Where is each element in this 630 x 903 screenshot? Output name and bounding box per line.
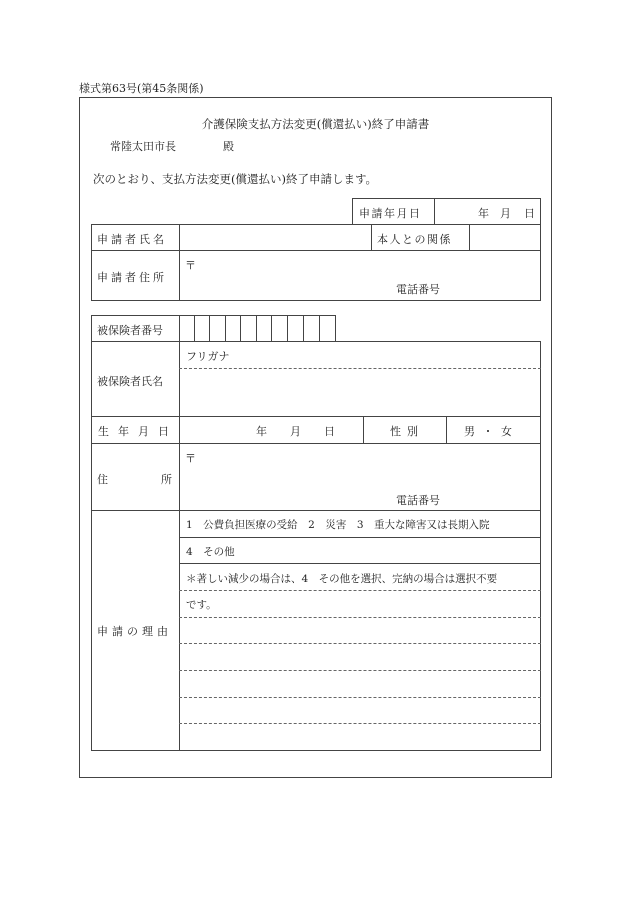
application-date-label: 申請年月日: [359, 207, 422, 220]
reason-options-line2[interactable]: 4 その他: [186, 546, 235, 558]
birth-month: 月: [290, 425, 301, 438]
reason-options-line1[interactable]: 1 公費負担医療の受給 2 災害 3 重大な障害又は長期入院: [186, 519, 490, 531]
birth-date-label: 生年月日: [98, 425, 178, 438]
addressee-name: 常陸太田市長: [110, 140, 176, 153]
insured-number-label: 被保険者番号: [97, 324, 163, 337]
birth-day: 日: [324, 425, 335, 438]
form-number: 様式第63号(第45条関係): [79, 82, 204, 95]
insured-name-field[interactable]: [183, 372, 537, 412]
insured-address-field[interactable]: [200, 448, 535, 484]
reason-note-line2: です。: [186, 599, 217, 611]
applicant-postal-mark: 〒: [185, 259, 196, 272]
applicant-address-label: 申請者住所: [97, 271, 167, 284]
insured-address-label-2: 所: [161, 473, 172, 486]
reason-note-line1: ＊著しい減少の場合は、4 その他を選択、完納の場合は選択不要: [186, 573, 498, 585]
application-year: 年: [478, 207, 489, 220]
reason-detail-field[interactable]: [183, 620, 537, 747]
application-month: 月: [500, 207, 511, 220]
birth-year: 年: [256, 425, 267, 438]
insured-postal-mark: 〒: [185, 452, 196, 465]
furigana-label: フリガナ: [186, 350, 230, 363]
form-title: 介護保険支払方法変更(償還払い)終了申請書: [201, 117, 430, 131]
addressee-honorific: 殿: [223, 140, 234, 153]
insured-address-label-1: 住: [97, 473, 108, 486]
reason-label: 申請の理由: [97, 625, 172, 638]
applicant-address-field[interactable]: [200, 255, 535, 275]
application-day: 日: [524, 207, 535, 220]
relation-field[interactable]: [473, 228, 537, 247]
applicant-phone-label: 電話番号: [396, 283, 440, 296]
applicant-name-field[interactable]: [183, 228, 367, 247]
applicant-name-label: 申請者氏名: [97, 233, 167, 246]
relation-label: 本人との関係: [377, 233, 452, 246]
sex-label: 性別: [390, 425, 424, 438]
sex-options[interactable]: 男 ・ 女: [464, 425, 514, 438]
insured-phone-label: 電話番号: [396, 494, 440, 507]
intro-text: 次のとおり、支払方法変更(償還払い)終了申請します。: [93, 172, 378, 186]
insured-name-label: 被保険者氏名: [97, 375, 163, 388]
